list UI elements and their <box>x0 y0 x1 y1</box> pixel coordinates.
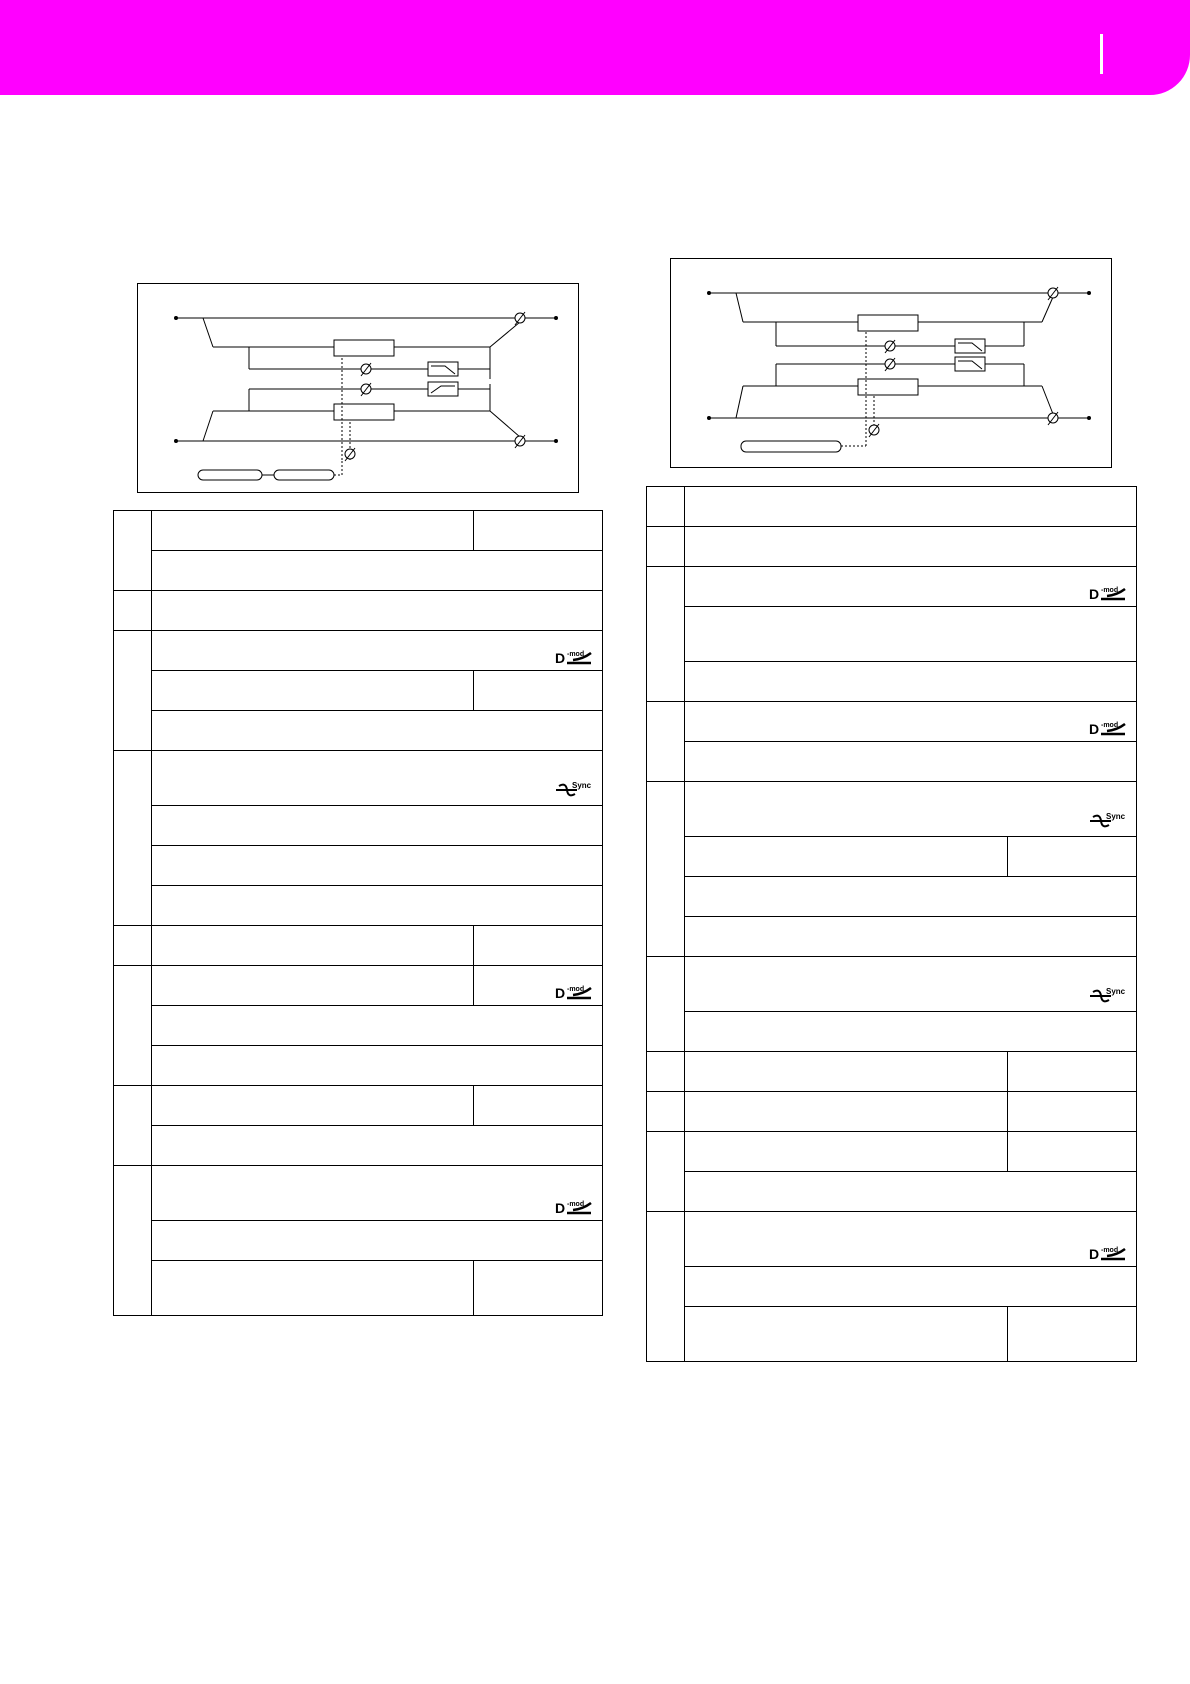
param-name-cell <box>685 1132 1008 1172</box>
param-name-cell <box>685 1052 1008 1092</box>
param-row <box>685 567 1137 607</box>
row-label-cell <box>647 782 685 957</box>
left-parameter-table <box>113 510 603 1316</box>
svg-text:Sync: Sync <box>572 781 592 790</box>
param-name-cell <box>152 1261 474 1316</box>
param-row <box>685 487 1137 527</box>
svg-text:-mod: -mod <box>1101 1247 1119 1254</box>
row-label-cell <box>114 751 152 926</box>
svg-text:D: D <box>1089 1246 1100 1261</box>
row-label-cell <box>647 1052 685 1092</box>
dmod-icon <box>555 984 593 1000</box>
param-row <box>152 1046 603 1086</box>
param-name-cell <box>685 837 1008 877</box>
row-label-cell <box>647 1092 685 1132</box>
param-value-cell <box>474 926 603 966</box>
param-row <box>152 1221 603 1261</box>
param-value-cell <box>1008 837 1137 877</box>
right-parameter-table <box>646 486 1137 1362</box>
dmod-icon <box>1089 1245 1127 1261</box>
param-value-cell <box>1008 1092 1137 1132</box>
svg-text:D: D <box>555 985 566 1000</box>
param-name-cell <box>152 1086 474 1126</box>
row-label-cell <box>647 957 685 1052</box>
param-row <box>152 1006 603 1046</box>
row-label-cell <box>114 966 152 1086</box>
param-name-cell <box>152 926 474 966</box>
row-label-cell <box>114 631 152 751</box>
param-name-cell <box>685 1307 1008 1362</box>
param-row <box>685 782 1137 837</box>
row-label-cell <box>647 1132 685 1212</box>
sync-icon <box>1089 986 1127 1006</box>
row-label-cell <box>114 926 152 966</box>
param-row <box>685 702 1137 742</box>
param-value-cell <box>474 1261 603 1316</box>
param-row <box>685 662 1137 702</box>
param-row <box>685 1172 1137 1212</box>
svg-text:D: D <box>555 1200 566 1215</box>
dmod-icon <box>555 1199 593 1215</box>
svg-text:Sync: Sync <box>1106 812 1126 821</box>
param-row <box>152 631 603 671</box>
svg-text:-mod: -mod <box>1101 587 1119 594</box>
dmod-icon <box>1089 720 1127 736</box>
row-label-cell <box>114 591 152 631</box>
dmod-icon <box>1089 585 1127 601</box>
right-block-diagram <box>670 258 1112 468</box>
param-row <box>152 1166 603 1221</box>
param-value-cell <box>474 671 603 711</box>
row-label-cell <box>114 1166 152 1316</box>
svg-text:-mod: -mod <box>567 651 585 658</box>
svg-text:Sync: Sync <box>1106 987 1126 996</box>
param-row <box>685 1267 1137 1307</box>
param-row <box>152 806 603 846</box>
param-row <box>152 551 603 591</box>
param-row <box>685 527 1137 567</box>
row-label-cell <box>647 527 685 567</box>
param-name-cell <box>152 966 474 1006</box>
param-value-cell <box>474 511 603 551</box>
row-label-cell <box>647 567 685 702</box>
param-row <box>685 1012 1137 1052</box>
header-divider <box>1100 34 1103 74</box>
svg-text:D: D <box>1089 721 1100 736</box>
left-block-diagram <box>137 283 579 493</box>
param-name-cell <box>685 1092 1008 1132</box>
param-value-cell <box>1008 1052 1137 1092</box>
param-row <box>685 1212 1137 1267</box>
param-row <box>152 751 603 806</box>
svg-text:-mod: -mod <box>1101 722 1119 729</box>
param-row <box>685 742 1137 782</box>
dmod-icon <box>555 649 593 665</box>
page-header <box>0 0 1190 95</box>
sync-icon <box>555 780 593 800</box>
row-label-cell <box>647 1212 685 1362</box>
param-value-cell <box>1008 1307 1137 1362</box>
param-row <box>152 711 603 751</box>
param-value-cell <box>474 1086 603 1126</box>
row-label-cell <box>647 702 685 782</box>
row-label-cell <box>114 511 152 591</box>
svg-text:-mod: -mod <box>567 986 585 993</box>
param-row <box>685 957 1137 1012</box>
row-label-cell <box>114 1086 152 1166</box>
param-row <box>152 1126 603 1166</box>
svg-text:D: D <box>1089 586 1100 601</box>
param-row <box>685 877 1137 917</box>
param-row <box>152 846 603 886</box>
param-name-cell <box>152 671 474 711</box>
param-row <box>685 917 1137 957</box>
param-value-cell <box>474 966 603 1006</box>
sync-icon <box>1089 811 1127 831</box>
svg-text:D: D <box>555 650 566 665</box>
param-value-cell <box>1008 1132 1137 1172</box>
param-row <box>152 591 603 631</box>
param-name-cell <box>152 511 474 551</box>
svg-text:-mod: -mod <box>567 1201 585 1208</box>
param-row <box>685 607 1137 662</box>
param-row <box>152 886 603 926</box>
row-label-cell <box>647 487 685 527</box>
